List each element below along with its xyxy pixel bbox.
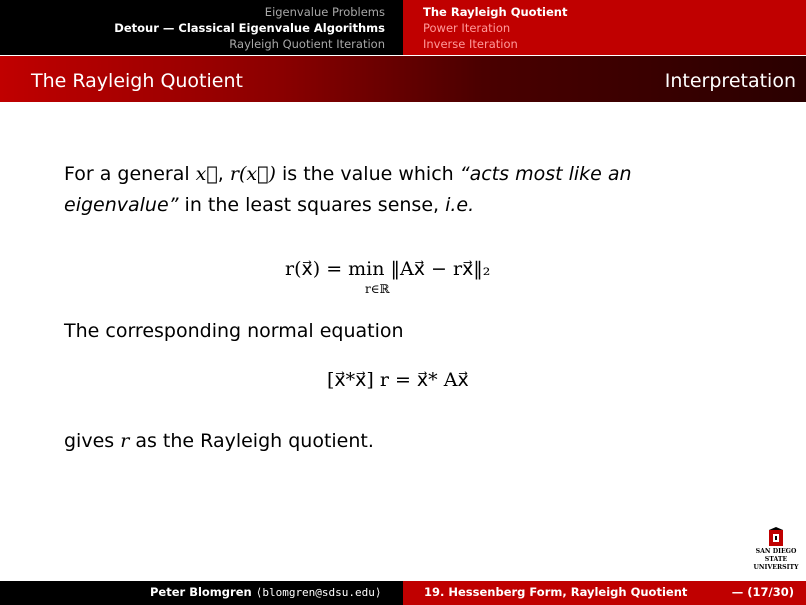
equation-normal: [x⃗*x⃗] r = x⃗* Ax⃗ [327, 369, 469, 391]
footer-author: Peter Blomgren ⟨blomgren@sdsu.edu⟩ [150, 585, 382, 599]
frame-title: The Rayleigh Quotient [31, 70, 243, 92]
footer-talk-title: 19. Hessenberg Form, Rayleigh Quotient [424, 585, 688, 599]
header-nav [0, 0, 806, 55]
nav-subsection-inverse-iteration[interactable]: Inverse Iteration [423, 37, 518, 51]
paragraph-intro: For a general x⃗, r(x⃗) is the value which “acts most like an eigenvalue” in the least squares sense, i.e. [64, 163, 632, 216]
footer-email: ⟨blomgren@sdsu.edu⟩ [255, 586, 382, 599]
section-list [114, 4, 385, 52]
nav-section-rqi[interactable]: Rayleigh Quotient Iteration [229, 37, 385, 51]
nav-section-detour[interactable]: Detour — Classical Eigenvalue Algorithms [114, 21, 385, 35]
subsection-list [423, 4, 568, 52]
header-subsections-panel [403, 0, 806, 55]
equation-main: r(x⃗) = min ‖Ax⃗ − rx⃗‖₂ [285, 258, 491, 280]
paragraph-conclusion: gives r as the Rayleigh quotient. [64, 430, 374, 452]
frame-subtitle: Interpretation [664, 70, 796, 92]
paragraph-normal-equation: The corresponding normal equation [64, 320, 404, 342]
nav-subsection-rayleigh-quotient[interactable]: The Rayleigh Quotient [423, 5, 568, 19]
equation-least-squares [285, 258, 491, 296]
equation-subscript: r∈ℝ [365, 282, 390, 296]
sdsu-logo-text: SAN DIEGO STATE UNIVERSITY [753, 548, 799, 571]
footer-page-number: — (17/30) [731, 585, 794, 599]
nav-subsection-power-iteration[interactable]: Power Iteration [423, 21, 511, 35]
header-sections-panel [0, 0, 403, 55]
nav-section-eigenvalue-problems[interactable]: Eigenvalue Problems [264, 5, 385, 19]
